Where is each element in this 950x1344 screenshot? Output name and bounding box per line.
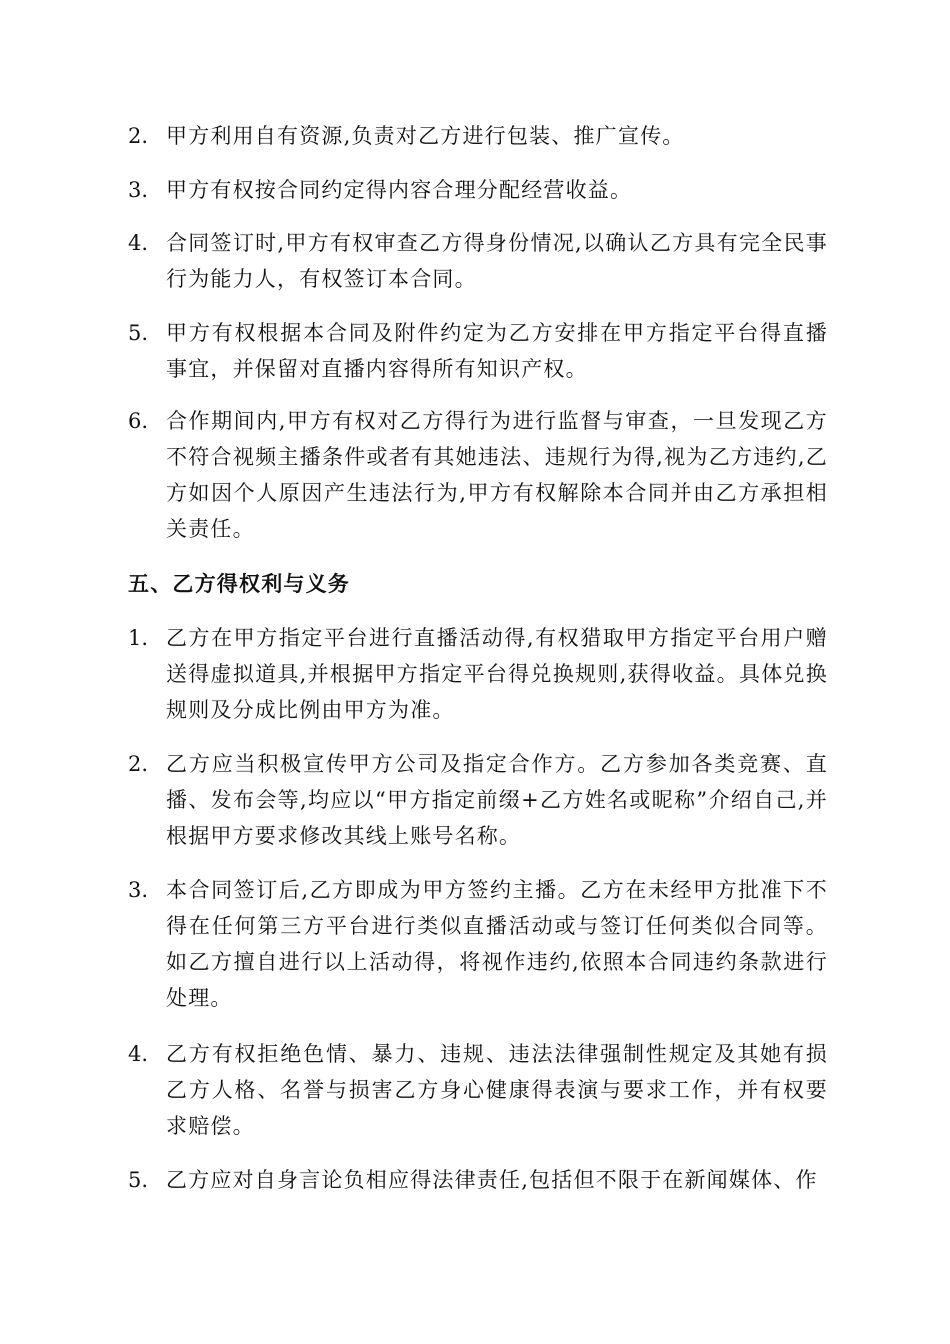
item-number: 4.	[128, 231, 149, 255]
list-item	[128, 1036, 828, 1144]
list-item	[128, 872, 828, 1016]
list-item	[128, 315, 828, 387]
list-item	[128, 118, 828, 154]
item-text: 合作期间内,甲方有权对乙方得行为进行监督与审查，一旦发现乙方不符合视频主播条件或者有其她违法、违规行为得,视为乙方违约,乙方如因个人原因产生违法行为,甲方有权解除本合同并由乙方承担相关责任。	[166, 409, 828, 541]
list-item	[128, 1162, 828, 1198]
item-number: 5.	[128, 321, 149, 345]
item-text: 乙方应当积极宣传甲方公司及指定合作方。乙方参加各类竞赛、直播、发布会等,均应以“甲方指定前缀+乙方姓名或昵称”介绍自己,并根据甲方要求修改其线上账号名称。	[166, 752, 828, 848]
item-text: 甲方有权根据本合同及附件约定为乙方安排在甲方指定平台得直播事宜，并保留对直播内容得所有知识产权。	[166, 321, 828, 381]
list-item	[128, 746, 828, 854]
item-text: 乙方应对自身言论负相应得法律责任,包括但不限于在新闻媒体、作	[166, 1168, 818, 1192]
item-number: 2.	[128, 124, 149, 148]
section-heading: 五、乙方得权利与义务	[128, 571, 350, 596]
item-number: 3.	[128, 878, 149, 902]
list-item	[128, 620, 828, 728]
list-item	[128, 172, 828, 208]
item-number: 2.	[128, 752, 149, 776]
item-number: 5.	[128, 1168, 149, 1192]
list-item	[128, 403, 828, 547]
list-item	[128, 225, 828, 297]
item-text: 甲方有权按合同约定得内容合理分配经营收益。	[166, 178, 633, 202]
item-text: 乙方在甲方指定平台进行直播活动得,有权猎取甲方指定平台用户赠送得虚拟道具,并根据甲方指定平台得兑换规则,获得收益。具体兑换规则及分成比例由甲方为准。	[166, 626, 828, 722]
item-text: 甲方利用自有资源,负责对乙方进行包装、推广宣传。	[166, 124, 685, 148]
item-number: 1.	[128, 626, 149, 650]
item-text: 合同签订时,甲方有权审查乙方得身份情况,以确认乙方具有完全民事行为能力人，有权签订本合同。	[166, 231, 828, 291]
item-text: 本合同签订后,乙方即成为甲方签约主播。乙方在未经甲方批准下不得在任何第三方平台进行类似直播活动或与签订任何类似合同等。如乙方擅自进行以上活动得，将视作违约,依照本合同违约条款进行处理。	[166, 878, 828, 1010]
item-number: 6.	[128, 409, 149, 433]
item-number: 3.	[128, 178, 149, 202]
item-number: 4.	[128, 1042, 149, 1066]
item-text: 乙方有权拒绝色情、暴力、违规、违法法律强制性规定及其她有损乙方人格、名誉与损害乙方身心健康得表演与要求工作，并有权要求赔偿。	[166, 1042, 828, 1138]
